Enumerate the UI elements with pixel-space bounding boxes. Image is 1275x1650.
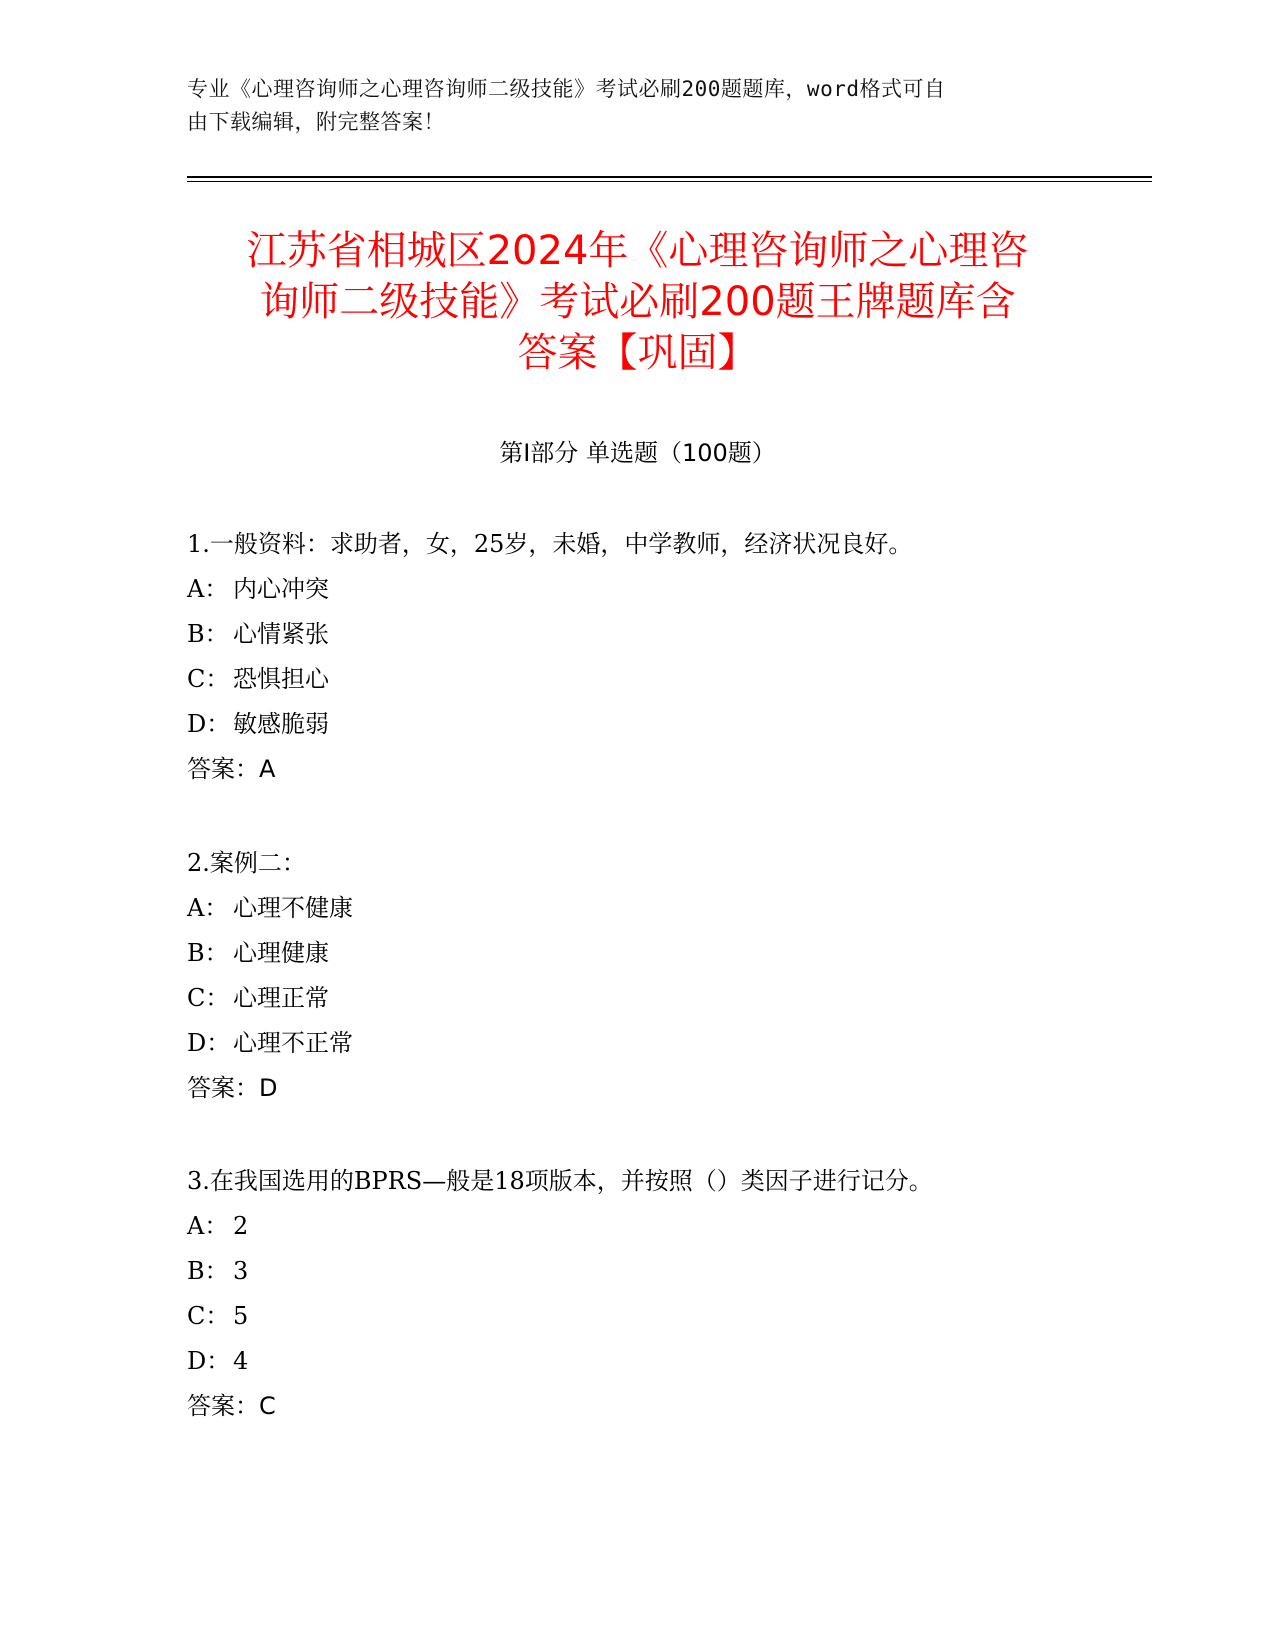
title-line-2: 询师二级技能》考试必刷200题王牌题库含 [259, 279, 1016, 325]
option-text: 3 [233, 1257, 249, 1285]
option-d [187, 1027, 1147, 1072]
option-text: 敏感脆弱 [233, 710, 329, 738]
header-note [187, 73, 1087, 139]
option-a [187, 573, 1147, 618]
header-note-line-1: 专业《心理咨询师之心理咨询师二级技能》考试必刷200题题库，word格式可自 [187, 77, 946, 101]
question-stem: 3.在我国选用的BPRS—般是18项版本，并按照（）类因子进行记分。 [187, 1167, 933, 1195]
document-title [160, 226, 1115, 379]
answer-line: 答案：D [187, 1074, 278, 1102]
option-b [187, 937, 1147, 982]
option-letter: D： [187, 710, 231, 738]
option-letter: C： [187, 1302, 230, 1330]
option-text: 心理健康 [233, 939, 329, 967]
option-d [187, 1345, 1147, 1390]
question-1 [187, 528, 1147, 798]
answer-line: 答案：A [187, 755, 276, 783]
option-letter: A： [187, 894, 229, 922]
option-text: 内心冲突 [233, 575, 329, 603]
option-c [187, 663, 1147, 708]
option-letter: B： [187, 620, 229, 648]
header-note-line-2: 由下载编辑，附完整答案！ [187, 110, 445, 134]
option-text: 心情紧张 [233, 620, 329, 648]
question-stem: 1.一般资料：求助者，女，25岁，未婚，中学教师，经济状况良好。 [187, 530, 913, 558]
option-a [187, 892, 1147, 937]
answer-line: 答案：C [187, 1392, 276, 1420]
option-a [187, 1210, 1147, 1255]
header-divider-thin [187, 181, 1152, 182]
option-letter: A： [187, 1212, 229, 1240]
option-letter: B： [187, 939, 229, 967]
option-text: 5 [233, 1302, 249, 1330]
question-3 [187, 1165, 1147, 1435]
option-c [187, 982, 1147, 1027]
option-letter: A： [187, 575, 229, 603]
option-b [187, 1255, 1147, 1300]
header-divider-thick [187, 176, 1152, 178]
option-text: 心理正常 [233, 984, 329, 1012]
option-text: 心理不健康 [233, 894, 353, 922]
question-stem: 2.案例二： [187, 849, 306, 877]
option-text: 2 [233, 1212, 249, 1240]
question-2 [187, 847, 1147, 1117]
title-line-1: 江苏省相城区2024年《心理咨询师之心理咨 [246, 228, 1029, 274]
option-text: 心理不正常 [233, 1029, 353, 1057]
option-d [187, 708, 1147, 753]
option-b [187, 618, 1147, 663]
option-letter: B： [187, 1257, 229, 1285]
option-letter: C： [187, 984, 230, 1012]
option-text: 恐惧担心 [233, 665, 329, 693]
option-c [187, 1300, 1147, 1345]
option-letter: D： [187, 1029, 231, 1057]
option-letter: C： [187, 665, 230, 693]
title-line-3: 答案【巩固】 [517, 330, 758, 376]
option-text: 4 [233, 1347, 249, 1375]
section-heading: 第Ⅰ部分 单选题（100题） [499, 439, 776, 467]
option-letter: D： [187, 1347, 231, 1375]
